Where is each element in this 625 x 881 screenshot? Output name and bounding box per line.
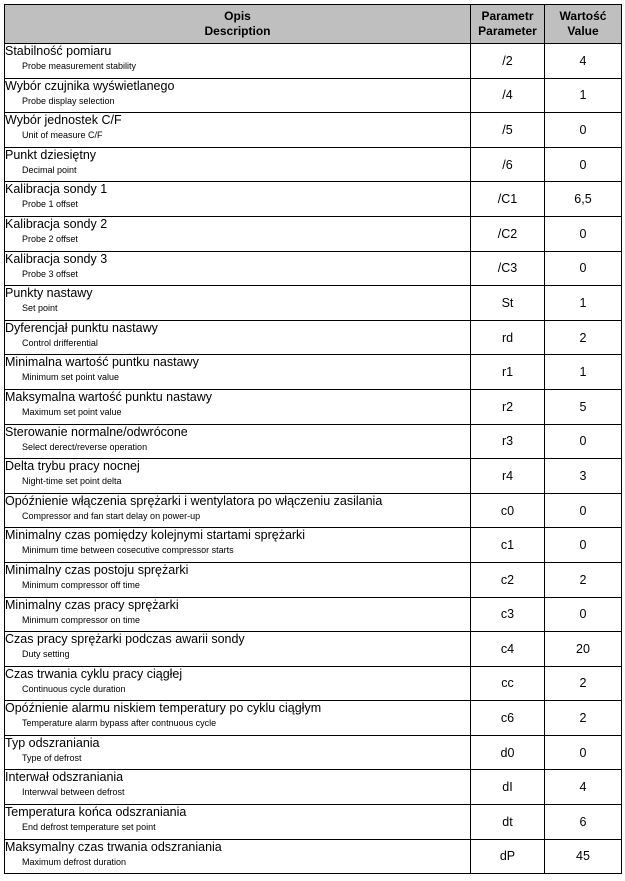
- description-polish: Kalibracja sondy 2: [5, 216, 108, 231]
- description-polish: Dyferencjał punktu nastawy: [5, 320, 158, 335]
- parameter-value: 1: [545, 286, 622, 321]
- parameter-table: [4, 4, 622, 874]
- description-cell: [5, 286, 471, 321]
- description-polish: Czas trwania cyklu pracy ciągłej: [5, 666, 183, 681]
- table-body: [5, 44, 622, 874]
- parameter-code: dt: [471, 805, 545, 840]
- table-row: [5, 424, 622, 459]
- description-cell: [5, 735, 471, 770]
- description-cell: [5, 805, 471, 840]
- description-cell: [5, 666, 471, 701]
- table-row: [5, 805, 622, 840]
- description-english: Duty setting: [22, 649, 70, 660]
- description-cell: [5, 251, 471, 286]
- table-row: [5, 666, 622, 701]
- parameter-code: r4: [471, 459, 545, 494]
- description-polish: Opóźnienie alarmu niskiem temperatury po cyklu ciągłym: [5, 701, 322, 716]
- table-row: [5, 632, 622, 667]
- description-english: Night-time set point delta: [22, 476, 122, 487]
- description-polish: Kalibracja sondy 1: [5, 182, 108, 197]
- parameter-value: 2: [545, 666, 622, 701]
- table-row: [5, 493, 622, 528]
- description-polish: Maksymalny czas trwania odszraniania: [5, 839, 222, 854]
- description-cell: [5, 355, 471, 390]
- description-english: Maximum defrost duration: [22, 856, 127, 867]
- parameter-value: 0: [545, 216, 622, 251]
- description-english: Compressor and fan start delay on power-up: [22, 510, 201, 521]
- description-cell: [5, 113, 471, 148]
- header-description: [5, 5, 471, 44]
- parameter-value: 2: [545, 320, 622, 355]
- table-row: [5, 216, 622, 251]
- header-description-en: Description: [204, 24, 271, 38]
- description-english: Probe 1 offset: [22, 199, 78, 210]
- description-cell: [5, 493, 471, 528]
- description-cell: [5, 182, 471, 217]
- table-row: [5, 770, 622, 805]
- description-english: Minimum set point value: [22, 372, 120, 383]
- description-cell: [5, 839, 471, 874]
- parameter-code: r3: [471, 424, 545, 459]
- description-english: Unit of measure C/F: [22, 130, 103, 141]
- description-english: Continuous cycle duration: [22, 683, 126, 694]
- table-row: [5, 528, 622, 563]
- parameter-value: 6: [545, 805, 622, 840]
- header-parameter: [471, 5, 545, 44]
- description-polish: Czas pracy sprężarki podczas awarii sondy: [5, 632, 245, 647]
- parameter-code: dP: [471, 839, 545, 874]
- description-english: End defrost temperature set point: [22, 822, 156, 833]
- description-cell: [5, 44, 471, 79]
- parameter-value: 0: [545, 597, 622, 632]
- parameter-value: 0: [545, 251, 622, 286]
- parameter-code: /C2: [471, 216, 545, 251]
- header-value-pl: Wartość: [559, 9, 607, 23]
- parameter-value: 20: [545, 632, 622, 667]
- description-cell: [5, 770, 471, 805]
- header-row: [5, 5, 622, 44]
- parameter-code: c2: [471, 562, 545, 597]
- description-polish: Wybór jednostek C/F: [5, 113, 122, 128]
- parameter-value: 0: [545, 113, 622, 148]
- description-cell: [5, 562, 471, 597]
- description-polish: Minimalna wartość puntku nastawy: [5, 355, 199, 370]
- description-cell: [5, 459, 471, 494]
- description-polish: Maksymalna wartość punktu nastawy: [5, 389, 213, 404]
- description-english: Temperature alarm bypass after contnuous cycle: [22, 718, 217, 729]
- table-row: [5, 389, 622, 424]
- description-english: Minimum compressor on time: [22, 614, 141, 625]
- description-polish: Kalibracja sondy 3: [5, 251, 108, 266]
- parameter-value: 4: [545, 44, 622, 79]
- description-english: Type of defrost: [22, 752, 82, 763]
- table-row: [5, 113, 622, 148]
- table-row: [5, 701, 622, 736]
- parameter-code: c1: [471, 528, 545, 563]
- description-cell: [5, 597, 471, 632]
- table-row: [5, 355, 622, 390]
- parameter-code: rd: [471, 320, 545, 355]
- description-english: Probe 3 offset: [22, 268, 78, 279]
- description-polish: Opóźnienie włączenia sprężarki i wentylatora po włączeniu zasilania: [5, 493, 383, 508]
- description-polish: Punkty nastawy: [5, 286, 93, 301]
- parameter-value: 0: [545, 147, 622, 182]
- description-english: Minimum compressor off time: [22, 579, 140, 590]
- parameter-code: /4: [471, 78, 545, 113]
- parameter-code: dI: [471, 770, 545, 805]
- parameter-code: r1: [471, 355, 545, 390]
- table-row: [5, 182, 622, 217]
- description-cell: [5, 701, 471, 736]
- parameter-code: c6: [471, 701, 545, 736]
- parameter-code: cc: [471, 666, 545, 701]
- description-cell: [5, 389, 471, 424]
- table-row: [5, 286, 622, 321]
- parameter-code: /2: [471, 44, 545, 79]
- description-english: Maximum set point value: [22, 406, 122, 417]
- parameter-code: /6: [471, 147, 545, 182]
- description-polish: Wybór czujnika wyświetlanego: [5, 78, 175, 93]
- parameter-code: St: [471, 286, 545, 321]
- description-cell: [5, 424, 471, 459]
- header-parameter-pl: Parametr: [481, 9, 534, 23]
- parameter-value: 5: [545, 389, 622, 424]
- parameter-value: 2: [545, 701, 622, 736]
- parameter-value: 0: [545, 424, 622, 459]
- table-row: [5, 839, 622, 874]
- description-cell: [5, 320, 471, 355]
- header-parameter-en: Parameter: [478, 24, 537, 38]
- header-description-pl: Opis: [224, 9, 251, 23]
- parameter-value: 1: [545, 355, 622, 390]
- parameter-code: r2: [471, 389, 545, 424]
- description-cell: [5, 632, 471, 667]
- description-english: Probe display selection: [22, 95, 115, 106]
- table-row: [5, 251, 622, 286]
- table-row: [5, 735, 622, 770]
- description-cell: [5, 78, 471, 113]
- parameter-code: c3: [471, 597, 545, 632]
- description-english: Probe measurement stability: [22, 61, 137, 71]
- description-english: Set point: [22, 303, 58, 314]
- header-value-en: Value: [567, 24, 599, 38]
- description-polish: Punkt dziesiętny: [5, 147, 97, 162]
- table-row: [5, 597, 622, 632]
- parameter-value: 0: [545, 528, 622, 563]
- table-row: [5, 562, 622, 597]
- parameter-value: 0: [545, 493, 622, 528]
- description-polish: Interwał odszraniania: [5, 770, 124, 785]
- parameter-value: 3: [545, 459, 622, 494]
- table-row: [5, 44, 622, 79]
- description-polish: Sterowanie normalne/odwrócone: [5, 424, 188, 439]
- description-english: Control drifferential: [22, 337, 98, 348]
- parameter-value: 6,5: [545, 182, 622, 217]
- parameter-value: 2: [545, 562, 622, 597]
- description-polish: Minimalny czas pracy sprężarki: [5, 597, 179, 612]
- table-row: [5, 320, 622, 355]
- parameter-value: 4: [545, 770, 622, 805]
- description-polish: Delta trybu pracy nocnej: [5, 459, 140, 474]
- parameter-code: c0: [471, 493, 545, 528]
- table-row: [5, 459, 622, 494]
- description-cell: [5, 147, 471, 182]
- header-value: [545, 5, 622, 44]
- table-row: [5, 78, 622, 113]
- description-polish: Stabilność pomiaru: [5, 44, 112, 58]
- parameter-value: 1: [545, 78, 622, 113]
- parameter-code: /5: [471, 113, 545, 148]
- parameter-code: /C3: [471, 251, 545, 286]
- table-row: [5, 147, 622, 182]
- parameter-value: 45: [545, 839, 622, 874]
- description-cell: [5, 216, 471, 251]
- description-english: Decimal point: [22, 164, 77, 175]
- description-polish: Temperatura końca odszraniania: [5, 805, 187, 820]
- description-cell: [5, 528, 471, 563]
- description-english: Select derect/reverse operation: [22, 441, 148, 452]
- description-english: Probe 2 offset: [22, 233, 78, 244]
- parameter-code: /C1: [471, 182, 545, 217]
- description-polish: Typ odszraniania: [5, 735, 100, 750]
- parameter-code: c4: [471, 632, 545, 667]
- parameter-code: d0: [471, 735, 545, 770]
- description-polish: Minimalny czas pomiędzy kolejnymi startami sprężarki: [5, 528, 306, 543]
- parameter-value: 0: [545, 735, 622, 770]
- description-english: Interwval between defrost: [22, 787, 125, 798]
- description-polish: Minimalny czas postoju sprężarki: [5, 562, 189, 577]
- description-english: Minimum time between cosecutive compressor starts: [22, 545, 234, 556]
